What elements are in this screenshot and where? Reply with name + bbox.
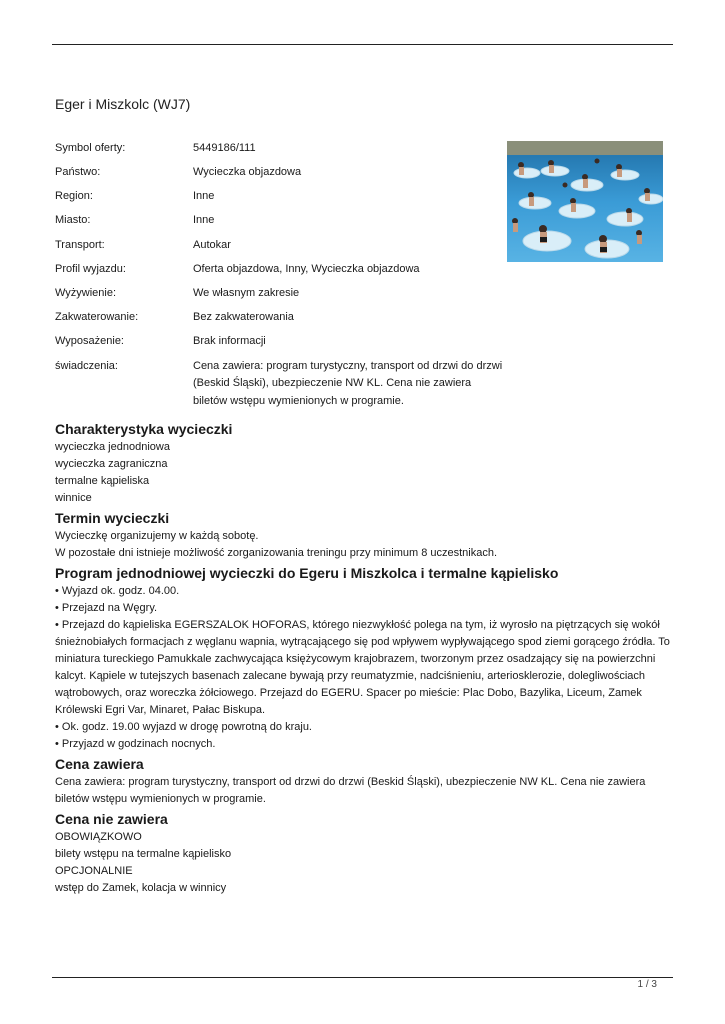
spec-row-meals (55, 285, 515, 309)
spec-value: We własnym zakresie (193, 286, 300, 299)
list-item: OPCJONALNIE (55, 865, 133, 877)
list-item: bilety wstępu na termalne kąpielisko (55, 848, 232, 860)
spec-label: Region: (55, 190, 93, 203)
list-item: wycieczka jednodniowa (55, 441, 170, 453)
footer-rule (52, 977, 673, 978)
list-item: • Przyjazd w godzinach nocnych. (55, 738, 216, 750)
list-item: • Ok. godz. 19.00 wyjazd w drogę powrotną do kraju. (55, 721, 312, 733)
list-item: OBOWIĄZKOWO (55, 831, 142, 843)
section-heading: Termin wycieczki (55, 510, 170, 526)
list-item: termalne kąpieliska (55, 475, 150, 487)
list-item: Wycieczkę organizujemy w każdą sobotę. (55, 530, 259, 542)
page-number: 1 / 3 (637, 979, 657, 990)
offer-content (55, 419, 675, 898)
list-item: winnice (55, 492, 92, 504)
section-characteristics (55, 419, 675, 507)
section-price-excludes (55, 809, 675, 897)
spec-value: 5449186/111 (193, 142, 256, 154)
section-heading: Cena nie zawiera (55, 811, 168, 827)
header-rule (52, 44, 673, 45)
spec-row-profile (55, 261, 515, 285)
section-heading: Cena zawiera (55, 756, 144, 772)
spec-label: Symbol oferty: (55, 142, 126, 154)
offer-specs-table (55, 140, 515, 410)
spec-value: Brak informacji (193, 335, 266, 348)
thermal-pool-photo (507, 141, 663, 262)
spec-row-city (55, 212, 515, 236)
spec-row-symbol (55, 140, 515, 164)
spec-value: Bez zakwaterowania (193, 311, 294, 324)
spec-label: Transport: (55, 238, 105, 251)
spec-label: Wyposażenie: (55, 335, 124, 348)
section-price-includes (55, 754, 675, 808)
list-item: • Przejazd do kąpieliska EGERSZALOK HOFORAS, którego niezwykłość polega na tym, iż wyrosło na piętrzących się wokół śnieżnobiałych formacjach z węglanu wapnia, wytrącającego się pod wpływem wypływającego spod ziemi gorącego źródła. To miniatura tureckiego Pamukkale zachwycająca księżycowym krajobrazem, tworzonym przez osadzający się na powierzchni kalcyt. Kąpiele w tutejszych basenach zalecane bywają przy reumatyzmie, nadciśnieniu, arteriosklerozie, dolegliwościach wątrobowych, oraz woreczka żółciowego. Przejazd do EGERU. Spacer po mieście: Plac Dobo, Bazylika, Liceum, Zamek Królewski Egri Var, Minaret, Pałac Biskupa. (55, 619, 670, 716)
spec-label: Zakwaterowanie: (55, 311, 139, 324)
spec-label: Profil wyjazdu: (55, 262, 126, 275)
list-item: W pozostałe dni istnieje możliwość zorganizowania treningu przy minimum 8 uczestnikach. (55, 547, 498, 559)
list-item: wycieczka zagraniczna (55, 458, 168, 470)
spec-row-services (55, 358, 515, 411)
spec-value: Inne (193, 214, 215, 227)
pool-illustration (507, 141, 663, 262)
section-heading: Program jednodniowej wycieczki do Egeru i Miszkolca i termalne kąpielisko (55, 565, 559, 581)
spec-label: Wyżywienie: (55, 286, 117, 299)
spec-row-accommodation (55, 309, 515, 333)
spec-value: Autokar (193, 238, 231, 251)
section-program (55, 563, 675, 753)
spec-row-country (55, 164, 515, 188)
offer-title: Eger i Miszkolc (WJ7) (55, 96, 191, 112)
spec-value: Wycieczka objazdowa (193, 166, 302, 178)
list-item: • Wyjazd ok. godz. 04.00. (55, 585, 180, 597)
spec-label: świadczenia: (55, 359, 118, 372)
spec-value: Inne (193, 190, 215, 203)
spec-row-transport (55, 237, 515, 261)
spec-row-region (55, 188, 515, 212)
spec-label: Miasto: (55, 214, 91, 227)
section-dates (55, 508, 675, 562)
spec-label: Państwo: (55, 166, 101, 178)
spec-value: Oferta objazdowa, Inny, Wycieczka objazdowa (193, 262, 420, 275)
section-heading: Charakterystyka wycieczki (55, 421, 233, 437)
spec-row-equipment (55, 333, 515, 357)
list-item: wstęp do Zamek, kolacja w winnicy (55, 882, 227, 894)
spec-value: Cena zawiera: program turystyczny, transport od drzwi do drzwi (Beskid Śląski), ubezpieczenie NW KL. Cena nie zawiera biletów wstępu wymienionych w programie. (193, 359, 503, 407)
list-item: • Przejazd na Węgry. (55, 602, 158, 614)
section-text: Cena zawiera: program turystyczny, transport od drzwi do drzwi (Beskid Śląski), ubezpieczenie NW KL. Cena nie zawiera biletów wstępu wymienionych w programie. (55, 776, 646, 805)
